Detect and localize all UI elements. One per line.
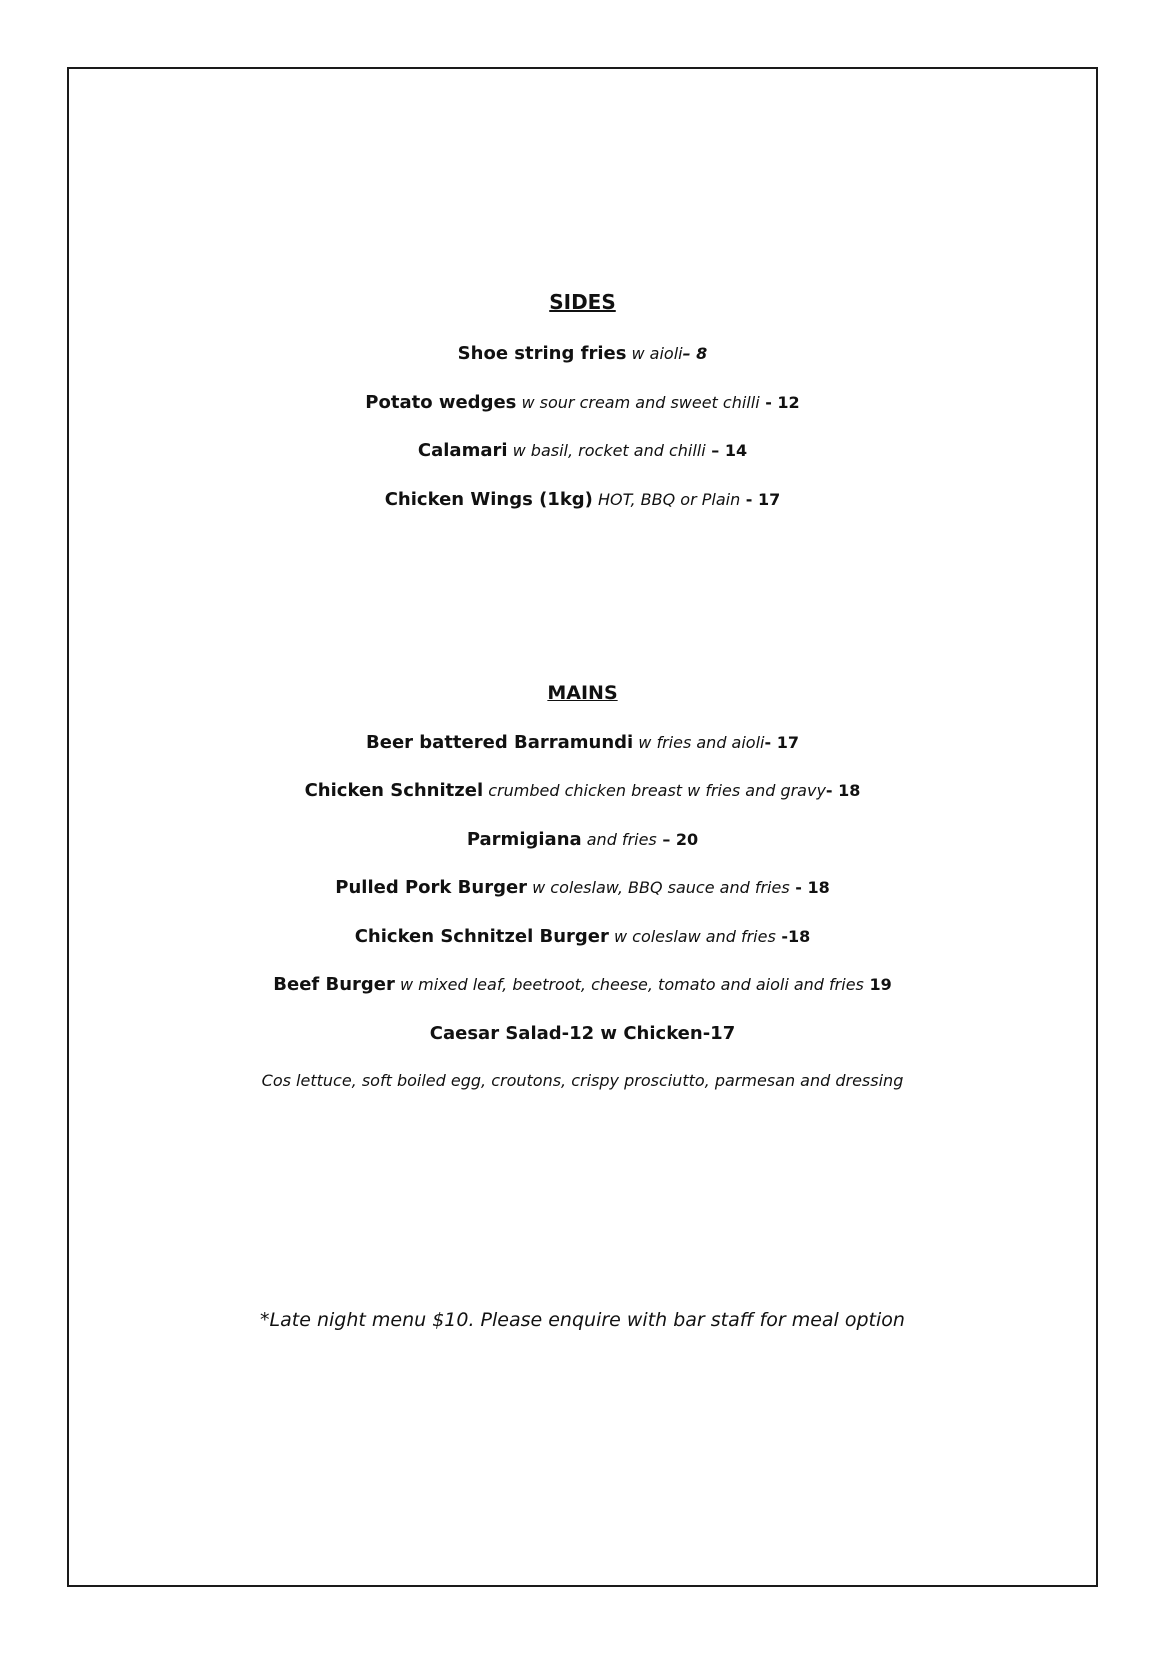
menu-item-potato-wedges [67,391,1098,415]
item-description: w fries and aioli [633,733,765,752]
item-name: Beer battered Barramundi [366,732,634,753]
item-price: - 18 [789,878,830,897]
item-price: - 17 [764,733,799,752]
item-name: Calamari [417,440,508,461]
item-name: Potato wedges [365,392,517,413]
menu-item-chicken-schnitzel-burger [67,925,1098,949]
menu-item-barramundi [67,731,1098,755]
item-name: Chicken Schnitzel Burger [354,926,609,947]
item-name: Parmigiana [466,829,582,850]
item-price: -18 [775,927,811,946]
item-description: HOT, BBQ or Plain [592,490,741,509]
item-description: w aioli [626,344,683,363]
caesar-salad-description [67,1069,1098,1093]
item-description: w coleslaw and fries [608,927,776,946]
sides-heading: SIDES [549,290,616,314]
menu-item-chicken-schnitzel [67,779,1098,803]
item-price: - 12 [759,393,800,412]
item-description: w sour cream and sweet chilli [516,393,760,412]
item-price: – 8 [682,344,708,363]
menu-item-beef-burger [67,973,1098,997]
menu-item-chicken-wings [67,488,1098,512]
item-name: Shoe string fries [457,343,627,364]
item-description: Cos lettuce, soft boiled egg, croutons, crispy prosciutto, parmesan and dressing [261,1071,904,1090]
item-price: – 20 [656,830,699,849]
menu-item-calamari [67,439,1098,463]
item-price: 19 [863,975,892,994]
item-name: Pulled Pork Burger [335,877,528,898]
item-price: - 18 [825,781,861,800]
item-price: – 14 [705,441,748,460]
item-description: w basil, rocket and chilli [507,441,706,460]
item-name: Chicken Wings (1kg) [384,489,593,510]
menu-item-parmigiana [67,828,1098,852]
mains-heading: MAINS [547,682,618,704]
menu-item-pulled-pork-burger [67,876,1098,900]
item-description: w coleslaw, BBQ sauce and fries [527,878,790,897]
item-description: crumbed chicken breast w fries and gravy [483,781,826,800]
item-name: Chicken Schnitzel [304,780,484,801]
item-description: w mixed leaf, beetroot, cheese, tomato and aioli and fries [394,975,864,994]
menu-item-caesar-salad [67,1022,1098,1046]
item-name: Beef Burger [273,974,395,995]
late-night-footnote: *Late night menu $10. Please enquire with bar staff for meal option [260,1309,905,1331]
item-price: - 17 [740,490,781,509]
menu-item-shoe-string-fries [67,342,1098,366]
item-name: Caesar Salad-12 w Chicken-17 [429,1023,736,1044]
item-description: and fries [581,830,657,849]
